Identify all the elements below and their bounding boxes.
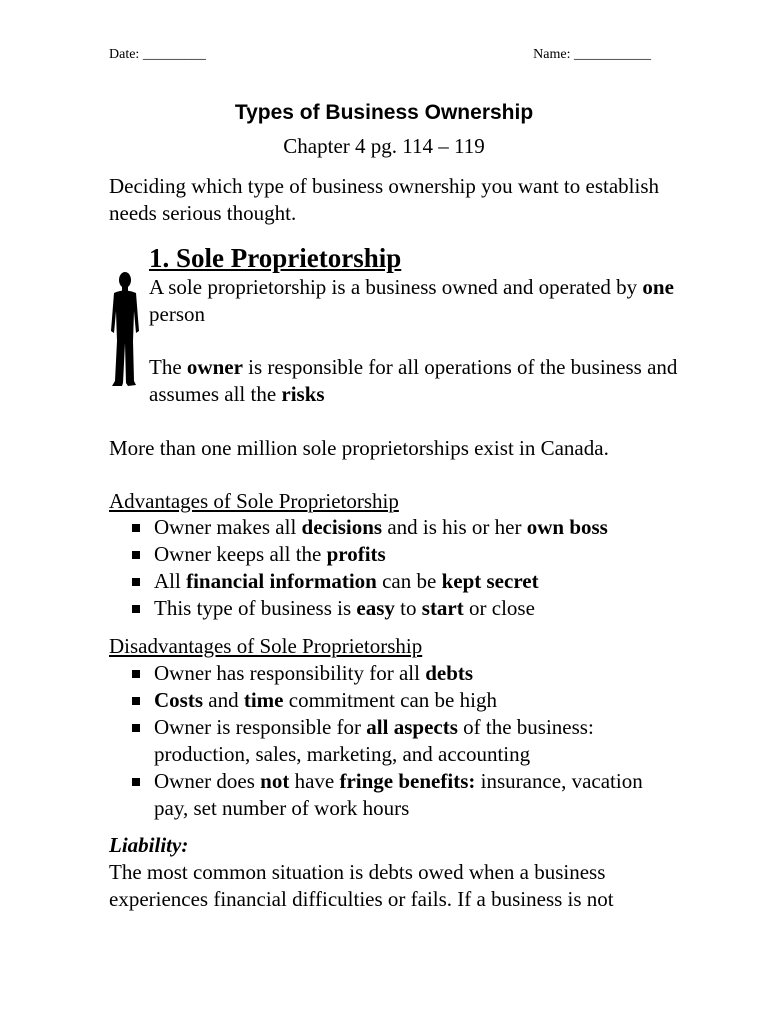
liability-paragraph: The most common situation is debts owed when a business experiences financial difficulties or fails. If a business is not [109,860,614,911]
owner-responsibility-paragraph: The owner is responsible for all operations of the business and assumes all the risks [149,355,678,406]
advantage-item: Owner keeps all the profits [109,541,669,568]
bold-text: one [642,275,674,299]
date-field-label: Date: _________ [109,47,206,62]
disadvantages-heading: Disadvantages of Sole Proprietorship [109,634,423,658]
square-bullet-icon [132,697,140,705]
disadvantage-item: Owner is responsible for all aspects of the business: production, sales, marketing, and accounting [109,714,669,768]
square-bullet-icon [132,524,140,532]
bold-text: owner [186,355,243,379]
square-bullet-icon [132,670,140,678]
square-bullet-icon [132,605,140,613]
square-bullet-icon [132,551,140,559]
advantages-list [109,514,669,622]
bold-text: profits [326,542,386,566]
bold-text: fringe benefits: [339,769,476,793]
liability-heading: Liability: [109,833,189,857]
bold-text: risks [281,382,325,406]
advantage-item: All financial information can be kept secret [109,568,669,595]
disadvantage-item: Owner does not have fringe benefits: insurance, vacation pay, set number of work hours [109,768,669,822]
section-heading: 1. Sole Proprietorship [149,243,402,273]
square-bullet-icon [132,778,140,786]
advantage-item: This type of business is easy to start or close [109,595,669,622]
bold-text: Costs [154,688,204,712]
intro-paragraph: Deciding which type of business ownership you want to establish needs serious thought. [109,174,659,225]
square-bullet-icon [132,724,140,732]
fact-paragraph: More than one million sole proprietorships exist in Canada. [109,436,609,460]
page-subtitle: Chapter 4 pg. 114 – 119 [283,134,485,158]
disadvantages-list [109,660,669,822]
bold-text: start [421,596,464,620]
bold-text: debts [425,661,474,685]
bold-text: kept secret [441,569,539,593]
disadvantage-item: Costs and time commitment can be high [109,687,669,714]
page-title: Types of Business Ownership [234,101,534,124]
advantages-heading: Advantages of Sole Proprietorship [109,489,399,513]
definition-paragraph: A sole proprietorship is a business owned and operated by one person [149,275,674,326]
bold-text: all aspects [366,715,458,739]
bold-text: financial information [186,569,377,593]
bold-text: easy [356,596,395,620]
bold-text: time [243,688,284,712]
bold-text: own boss [526,515,608,539]
bold-text: decisions [301,515,383,539]
advantage-item: Owner makes all decisions and is his or her own boss [109,514,669,541]
name-field-label: Name: ___________ [533,47,651,62]
square-bullet-icon [132,578,140,586]
disadvantage-item: Owner has responsibility for all debts [109,660,669,687]
businessman-silhouette-icon [106,271,144,388]
bold-text: not [260,769,290,793]
